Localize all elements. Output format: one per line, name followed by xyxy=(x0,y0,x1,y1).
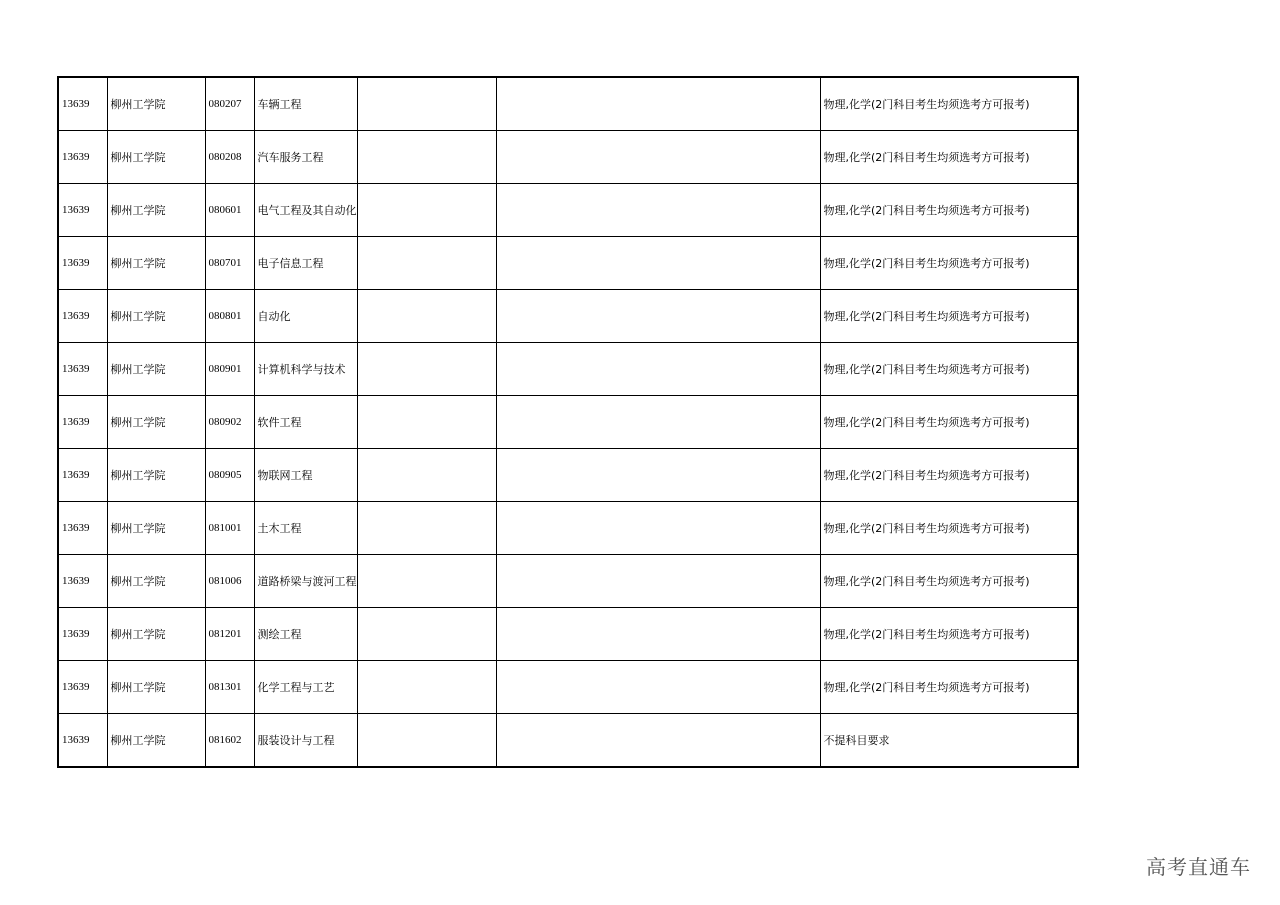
empty-cell xyxy=(357,555,496,608)
subject-requirement-cell: 物理,化学(2门科目考生均须选考方可报考) xyxy=(820,343,1078,396)
school-code-cell: 13639 xyxy=(58,555,107,608)
watermark-text: 高考直通车 xyxy=(1146,855,1251,879)
empty-cell xyxy=(357,396,496,449)
major-code-cell: 080801 xyxy=(205,290,254,343)
major-code-cell: 080208 xyxy=(205,131,254,184)
school-name-cell: 柳州工学院 xyxy=(107,555,205,608)
school-name-cell: 柳州工学院 xyxy=(107,608,205,661)
major-name-cell: 土木工程 xyxy=(254,502,357,555)
subject-requirement-cell: 物理,化学(2门科目考生均须选考方可报考) xyxy=(820,396,1078,449)
empty-cell xyxy=(496,661,820,714)
school-code-cell: 13639 xyxy=(58,449,107,502)
school-code-cell: 13639 xyxy=(58,502,107,555)
empty-cell xyxy=(357,290,496,343)
empty-cell xyxy=(496,184,820,237)
school-code-cell: 13639 xyxy=(58,77,107,131)
table-row xyxy=(58,608,1078,661)
school-code-cell: 13639 xyxy=(58,608,107,661)
major-code-cell: 081201 xyxy=(205,608,254,661)
subject-requirement-cell: 物理,化学(2门科目考生均须选考方可报考) xyxy=(820,290,1078,343)
major-code-cell: 080902 xyxy=(205,396,254,449)
empty-cell xyxy=(496,343,820,396)
table-row xyxy=(58,714,1078,768)
school-code-cell: 13639 xyxy=(58,714,107,768)
major-code-cell: 080905 xyxy=(205,449,254,502)
empty-cell xyxy=(496,77,820,131)
major-code-cell: 080601 xyxy=(205,184,254,237)
major-name-cell: 汽车服务工程 xyxy=(254,131,357,184)
school-name-cell: 柳州工学院 xyxy=(107,184,205,237)
major-name-cell: 道路桥梁与渡河工程 xyxy=(254,555,357,608)
subject-requirement-cell: 物理,化学(2门科目考生均须选考方可报考) xyxy=(820,77,1078,131)
empty-cell xyxy=(357,661,496,714)
subject-requirement-cell: 物理,化学(2门科目考生均须选考方可报考) xyxy=(820,131,1078,184)
major-name-cell: 服装设计与工程 xyxy=(254,714,357,768)
empty-cell xyxy=(496,237,820,290)
empty-cell xyxy=(357,502,496,555)
empty-cell xyxy=(496,449,820,502)
school-name-cell: 柳州工学院 xyxy=(107,502,205,555)
enrollment-table xyxy=(57,76,1079,768)
school-name-cell: 柳州工学院 xyxy=(107,661,205,714)
empty-cell xyxy=(357,608,496,661)
table-row xyxy=(58,184,1078,237)
table-body xyxy=(58,77,1078,767)
major-name-cell: 计算机科学与技术 xyxy=(254,343,357,396)
major-name-cell: 软件工程 xyxy=(254,396,357,449)
major-name-cell: 车辆工程 xyxy=(254,77,357,131)
major-name-cell: 物联网工程 xyxy=(254,449,357,502)
table-row xyxy=(58,661,1078,714)
empty-cell xyxy=(496,290,820,343)
subject-requirement-cell: 物理,化学(2门科目考生均须选考方可报考) xyxy=(820,184,1078,237)
subject-requirement-cell: 物理,化学(2门科目考生均须选考方可报考) xyxy=(820,502,1078,555)
empty-cell xyxy=(496,555,820,608)
school-name-cell: 柳州工学院 xyxy=(107,343,205,396)
school-code-cell: 13639 xyxy=(58,661,107,714)
major-code-cell: 081006 xyxy=(205,555,254,608)
table-row xyxy=(58,555,1078,608)
major-code-cell: 080901 xyxy=(205,343,254,396)
school-name-cell: 柳州工学院 xyxy=(107,237,205,290)
subject-requirement-cell: 物理,化学(2门科目考生均须选考方可报考) xyxy=(820,449,1078,502)
empty-cell xyxy=(357,184,496,237)
major-name-cell: 电子信息工程 xyxy=(254,237,357,290)
empty-cell xyxy=(357,131,496,184)
major-code-cell: 080207 xyxy=(205,77,254,131)
empty-cell xyxy=(496,502,820,555)
major-code-cell: 080701 xyxy=(205,237,254,290)
school-name-cell: 柳州工学院 xyxy=(107,449,205,502)
school-code-cell: 13639 xyxy=(58,184,107,237)
school-name-cell: 柳州工学院 xyxy=(107,131,205,184)
school-name-cell: 柳州工学院 xyxy=(107,396,205,449)
school-code-cell: 13639 xyxy=(58,290,107,343)
major-code-cell: 081602 xyxy=(205,714,254,768)
table-row xyxy=(58,131,1078,184)
school-code-cell: 13639 xyxy=(58,131,107,184)
subject-requirement-cell: 物理,化学(2门科目考生均须选考方可报考) xyxy=(820,661,1078,714)
school-code-cell: 13639 xyxy=(58,396,107,449)
table-row xyxy=(58,502,1078,555)
empty-cell xyxy=(357,237,496,290)
school-code-cell: 13639 xyxy=(58,237,107,290)
table-row xyxy=(58,237,1078,290)
table-row xyxy=(58,77,1078,131)
major-name-cell: 电气工程及其自动化 xyxy=(254,184,357,237)
subject-requirement-cell: 物理,化学(2门科目考生均须选考方可报考) xyxy=(820,555,1078,608)
school-name-cell: 柳州工学院 xyxy=(107,77,205,131)
empty-cell xyxy=(496,714,820,768)
major-name-cell: 化学工程与工艺 xyxy=(254,661,357,714)
school-code-cell: 13639 xyxy=(58,343,107,396)
major-name-cell: 自动化 xyxy=(254,290,357,343)
table-row xyxy=(58,343,1078,396)
subject-requirement-cell: 不提科目要求 xyxy=(820,714,1078,768)
major-name-cell: 测绘工程 xyxy=(254,608,357,661)
table-row xyxy=(58,449,1078,502)
empty-cell xyxy=(357,77,496,131)
empty-cell xyxy=(496,608,820,661)
subject-requirement-cell: 物理,化学(2门科目考生均须选考方可报考) xyxy=(820,608,1078,661)
school-name-cell: 柳州工学院 xyxy=(107,290,205,343)
major-code-cell: 081001 xyxy=(205,502,254,555)
empty-cell xyxy=(496,396,820,449)
empty-cell xyxy=(357,714,496,768)
table-row xyxy=(58,290,1078,343)
empty-cell xyxy=(496,131,820,184)
table-row xyxy=(58,396,1078,449)
subject-requirement-cell: 物理,化学(2门科目考生均须选考方可报考) xyxy=(820,237,1078,290)
school-name-cell: 柳州工学院 xyxy=(107,714,205,768)
empty-cell xyxy=(357,449,496,502)
major-code-cell: 081301 xyxy=(205,661,254,714)
empty-cell xyxy=(357,343,496,396)
